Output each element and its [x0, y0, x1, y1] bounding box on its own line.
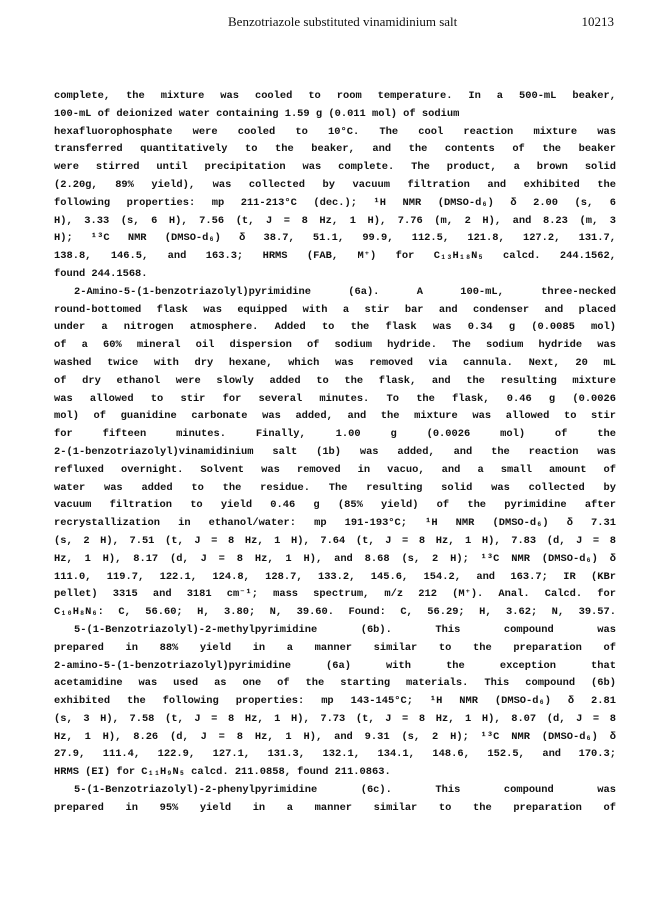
text-line: 5-(1-Benzotriazolyl)-2-phenylpyrimidine (6c). This compound was [74, 784, 616, 797]
text-line: for fifteen minutes. Finally, 1.00 g (0.0026 mol) of the [54, 428, 616, 441]
text-line: hexafluorophosphate were cooled to 10°C. The cool reaction mixture was [54, 125, 616, 138]
text-line: acetamidine was used as one of the starting materials. This compound (6b) [54, 677, 616, 690]
text-line: 5-(1-Benzotriazolyl)-2-methylpyrimidine (6b). This compound was [74, 623, 616, 636]
text-line: Hz, 1 H), 8.26 (d, J = 8 Hz, 1 H), and 9.31 (s, 2 H); ¹³C NMR (DMSO-d₆) δ [54, 730, 616, 743]
page-header [0, 14, 672, 34]
text-line: 111.0, 119.7, 122.1, 124.8, 128.7, 133.2, 145.6, 154.2, and 163.7; IR (KBr [54, 570, 616, 583]
text-line: transferred quantitatively to the beaker, and the contents of the beaker [54, 143, 616, 156]
text-line: complete, the mixture was cooled to room temperature. In a 500-mL beaker, [54, 90, 616, 102]
page-number: 10213 [581, 14, 614, 29]
text-line: exhibited the following properties: mp 143-145°C; ¹H NMR (DMSO-d₆) δ 2.81 [54, 695, 616, 708]
text-line: 2-amino-5-(1-benzotriazolyl)pyrimidine (6a) with the exception that [54, 659, 616, 672]
text-line: pellet) 3315 and 3181 cm⁻¹; mass spectrum, m/z 212 (M⁺). Anal. Calcd. for [54, 588, 616, 601]
text-line: were stirred until precipitation was complete. The product, a brown solid [54, 161, 616, 174]
text-line: H); ¹³C NMR (DMSO-d₆) δ 38.7, 51.1, 99.9, 112.5, 121.8, 127.2, 131.7, [54, 232, 616, 245]
text-line: recrystallization in ethanol/water: mp 191-193°C; ¹H NMR (DMSO-d₆) δ 7.31 [54, 517, 616, 530]
text-line: (s, 3 H), 7.58 (t, J = 8 Hz, 1 H), 7.73 (t, J = 8 Hz, 1 H), 8.07 (d, J = 8 [54, 712, 616, 725]
text-line: 2-(1-benzotriazolyl)vinamidinium salt (1b) was added, and the reaction was [54, 445, 616, 458]
text-line: H), 3.33 (s, 6 H), 7.56 (t, J = 8 Hz, 1 H), 7.76 (m, 2 H), and 8.23 (m, 3 [54, 214, 616, 227]
text-line: mol) of guanidine carbonate was added, and the mixture was allowed to stir [54, 410, 616, 423]
text-line: vacuum filtration to yield 0.46 g (85% yield) of the pyrimidine after [54, 499, 616, 512]
text-line: (2.20g, 89% yield), was collected by vacuum filtration and exhibited the [54, 178, 616, 191]
text-line: 2-Amino-5-(1-benzotriazolyl)pyrimidine (6a). A 100-mL, three-necked [74, 285, 616, 298]
text-line: C₁₀H₈N₆: C, 56.60; H, 3.80; N, 39.60. Found: C, 56.29; H, 3.62; N, 39.57. [54, 606, 616, 619]
text-line: was allowed to stir for several minutes. To the flask, 0.46 g (0.0026 [54, 392, 616, 405]
text-line: Hz, 1 H), 8.17 (d, J = 8 Hz, 1 H), and 8.68 (s, 2 H); ¹³C NMR (DMSO-d₆) δ [54, 552, 616, 565]
text-line: found 244.1568. [54, 267, 148, 280]
text-line: 100-mL of deionized water containing 1.59 g (0.011 mol) of sodium [54, 107, 460, 120]
body-text [54, 88, 616, 818]
text-line: of a 60% mineral oil dispersion of sodium hydride. The sodium hydride was [54, 339, 616, 352]
text-line: prepared in 88% yield in a manner similar to the preparation of [54, 641, 616, 654]
text-line: water was added to the residue. The resulting solid was collected by [54, 481, 616, 494]
text-line: washed twice with dry hexane, which was removed via cannula. Next, 20 mL [54, 356, 616, 369]
text-line: following properties: mp 211-213°C (dec.); ¹H NMR (DMSO-d₆) δ 2.00 (s, 6 [54, 196, 616, 209]
text-line: under a nitrogen atmosphere. Added to the flask was 0.34 g (0.0085 mol) [54, 321, 616, 334]
text-line: refluxed overnight. Solvent was removed in vacuo, and a small amount of [54, 463, 616, 476]
text-line: 138.8, 146.5, and 163.3; HRMS (FAB, M⁺) for C₁₃H₁₈N₅ calcd. 244.1562, [54, 250, 616, 263]
text-line: round-bottomed flask was equipped with a stir bar and condenser and placed [54, 303, 616, 316]
text-line: 27.9, 111.4, 122.9, 127.1, 131.3, 132.1, 134.1, 148.6, 152.5, and 170.3; [54, 748, 616, 761]
running-title: Benzotriazole substituted vinamidinium salt [228, 14, 458, 29]
text-line: HRMS (EI) for C₁₁H₉N₅ calcd. 211.0858, found 211.0863. [54, 766, 391, 779]
text-line: (s, 2 H), 7.51 (t, J = 8 Hz, 1 H), 7.64 (t, J = 8 Hz, 1 H), 7.83 (d, J = 8 [54, 534, 616, 547]
text-line: prepared in 95% yield in a manner similar to the preparation of [54, 801, 616, 814]
text-line: of dry ethanol were slowly added to the flask, and the resulting mixture [54, 374, 616, 387]
